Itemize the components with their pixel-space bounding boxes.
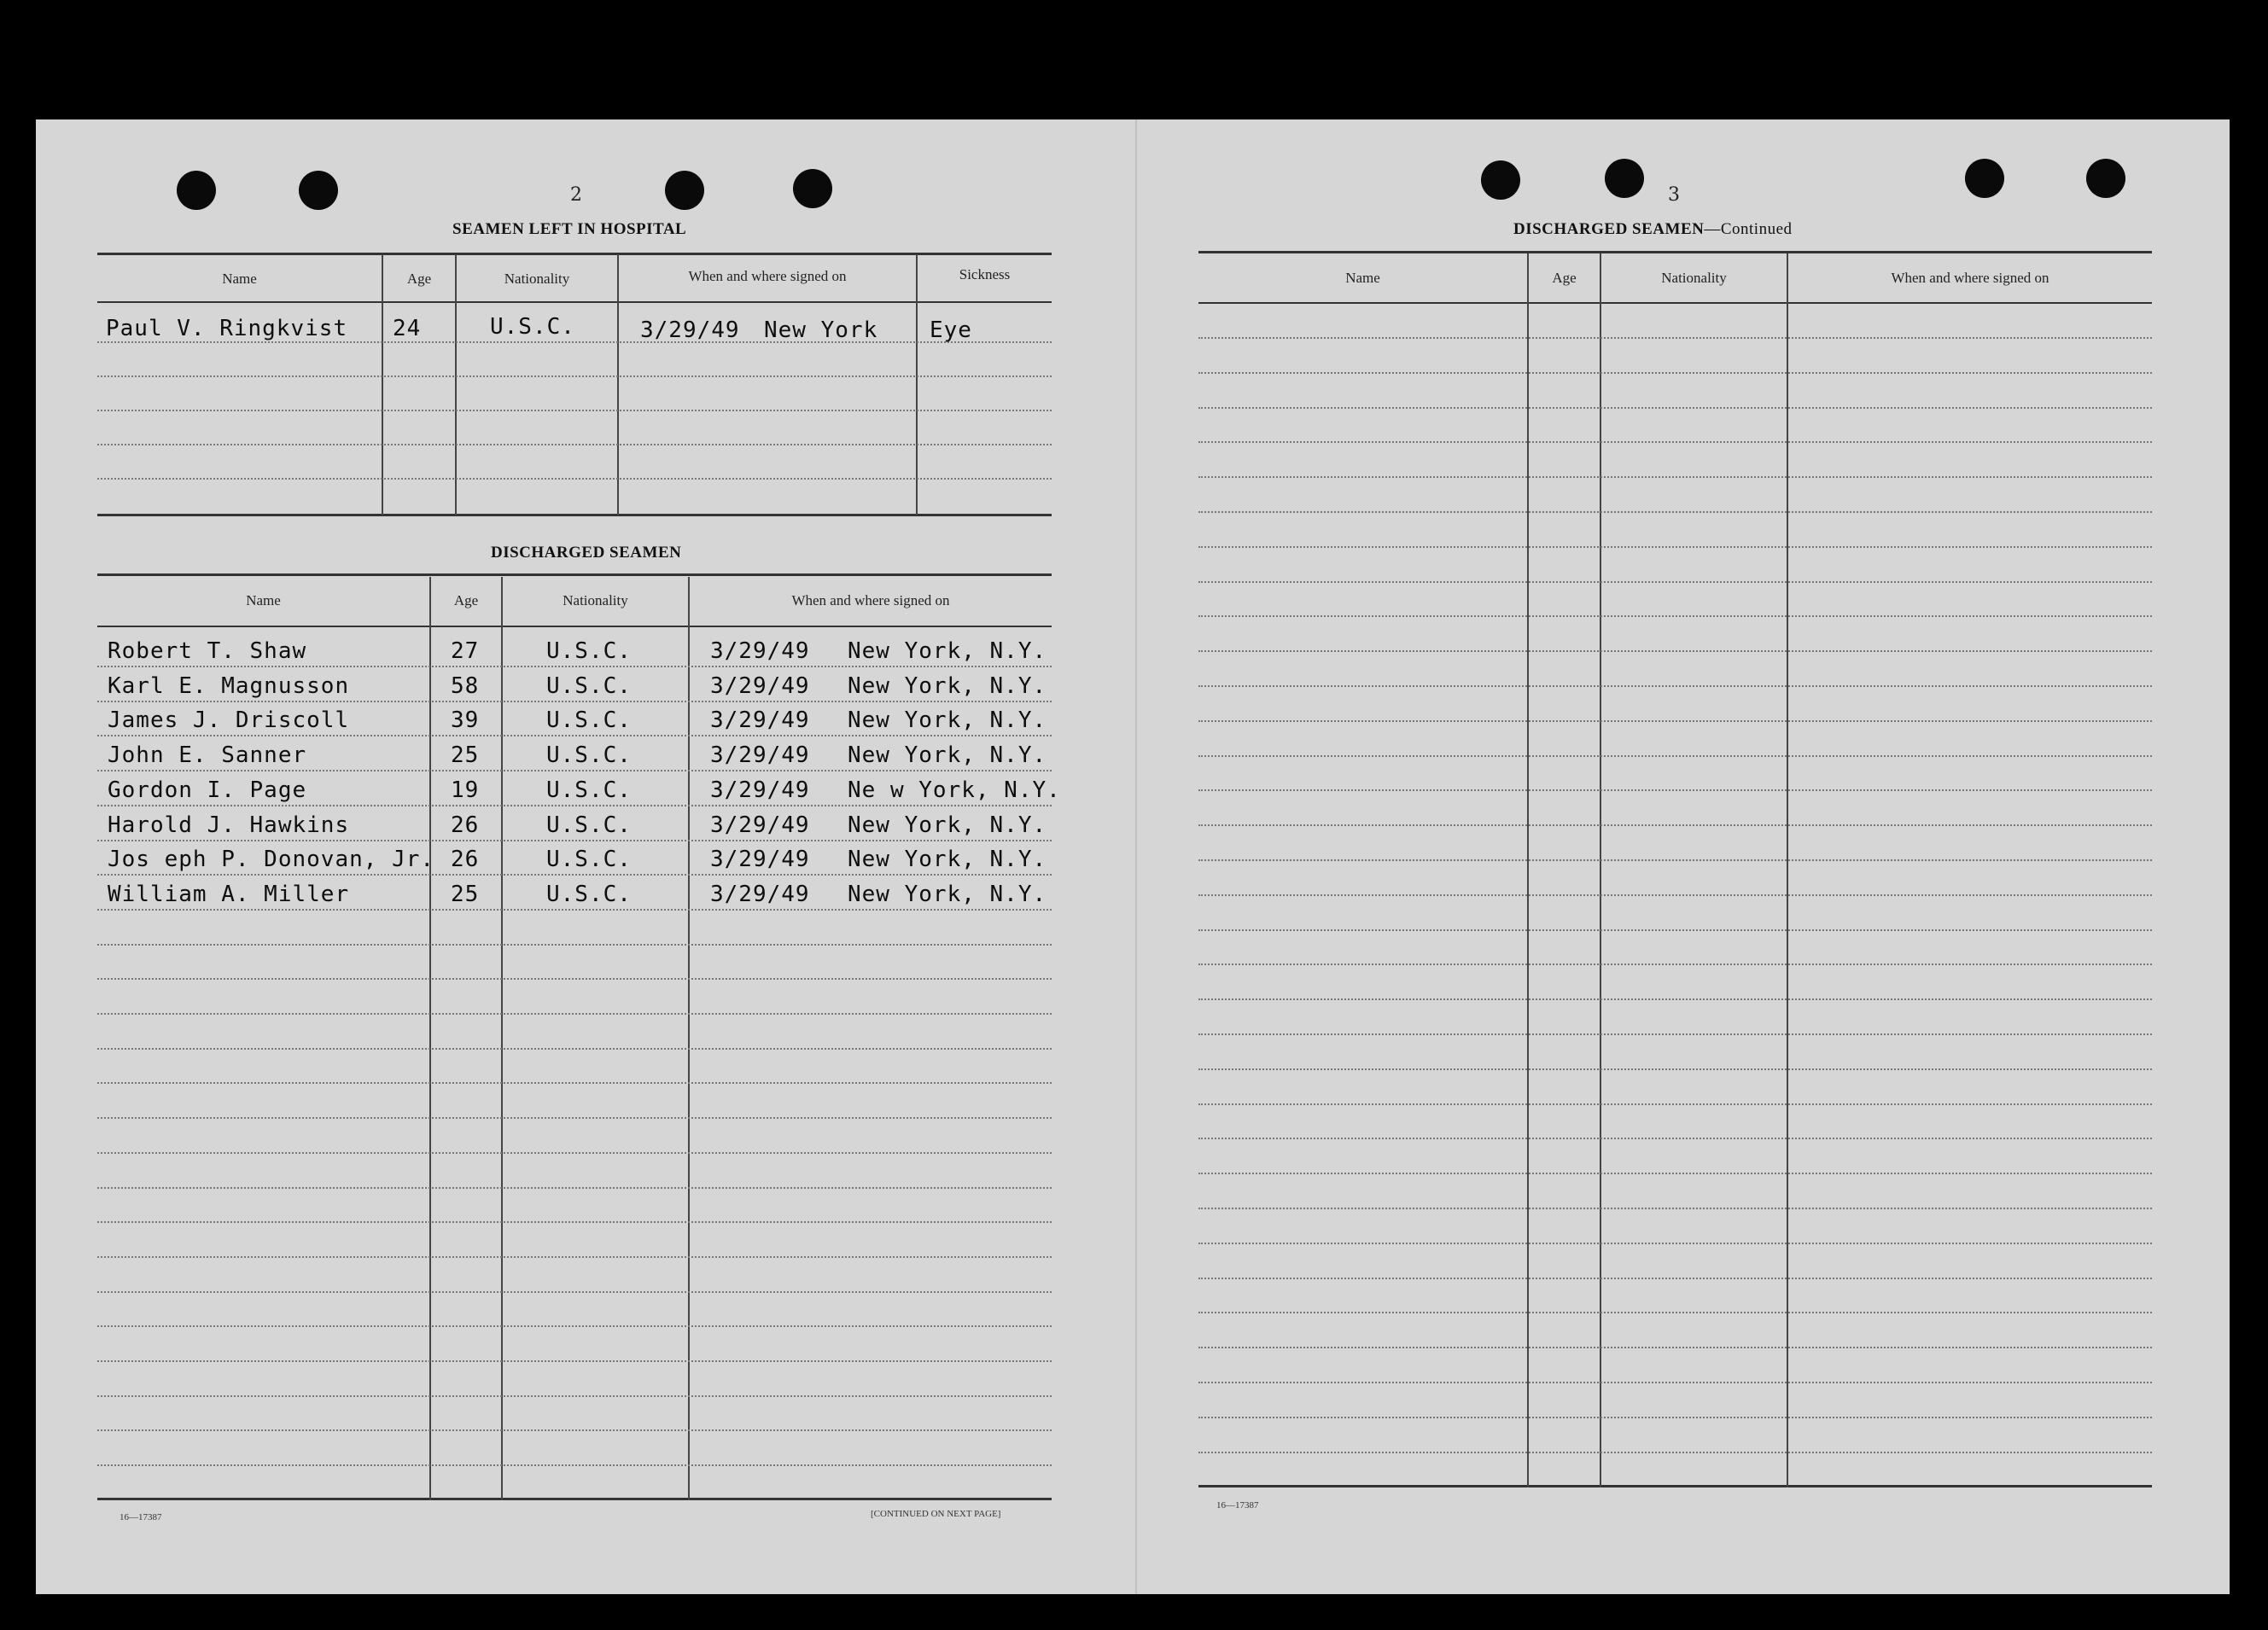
discharged-row-place: Ne w York, N.Y.	[848, 777, 1061, 803]
ruled-line	[1198, 1417, 2152, 1418]
column-divider	[617, 254, 619, 515]
ruled-line	[97, 1117, 1052, 1119]
ruled-line	[1198, 1033, 2152, 1035]
discharged-row-name: Jos eph P. Donovan, Jr.	[108, 847, 435, 872]
ruled-line	[97, 840, 1052, 841]
discharged-row-place: New York, N.Y.	[848, 638, 1047, 664]
ruled-line	[97, 978, 1052, 980]
column-divider	[1787, 253, 1788, 1487]
hospital-row-date: 3/29/49	[640, 317, 740, 343]
discharged-row-place: New York, N.Y.	[848, 707, 1047, 733]
ruled-line	[97, 478, 1052, 480]
discharged-row-name: William A. Miller	[108, 882, 350, 907]
ruled-line	[1198, 441, 2152, 443]
ruled-line	[97, 701, 1052, 702]
discharged-row-age: 19	[451, 777, 480, 803]
ruled-line	[1198, 650, 2152, 652]
discharged-row-place: New York, N.Y.	[848, 673, 1047, 699]
column-divider	[1527, 253, 1529, 1487]
ruled-line	[1198, 1243, 2152, 1244]
ruled-line	[97, 1464, 1052, 1466]
ruled-line	[97, 1221, 1052, 1223]
ruled-line	[1198, 372, 2152, 374]
discharged-bottom-rule	[97, 1498, 1052, 1500]
discharged-row-age: 39	[451, 707, 480, 733]
ruled-line	[1198, 1173, 2152, 1174]
ruled-line	[97, 1152, 1052, 1154]
punch-hole	[177, 171, 216, 210]
discharged-row-date: 3/29/49	[710, 742, 810, 768]
hospital-row-age: 24	[393, 316, 422, 341]
discharged-row-date: 3/29/49	[710, 673, 810, 699]
hospital-row-sickness: Eye	[930, 317, 972, 343]
hospital-col-signed: When and where signed on	[688, 268, 847, 284]
ruled-line	[1198, 615, 2152, 617]
discharged-row-place: New York, N.Y.	[848, 882, 1047, 907]
discharged-row-age: 25	[451, 742, 480, 768]
ruled-line	[1198, 511, 2152, 513]
hospital-section-title: SEAMEN LEFT IN HOSPITAL	[452, 220, 687, 238]
column-divider	[916, 254, 918, 515]
discharged-row-nationality: U.S.C.	[546, 638, 632, 664]
punch-hole	[299, 171, 338, 210]
discharged-row-nationality: U.S.C.	[546, 847, 632, 872]
discharged-row-age: 25	[451, 882, 480, 907]
discharged-row-date: 3/29/49	[710, 882, 810, 907]
punch-hole	[2086, 159, 2125, 198]
right-header-rule	[1198, 302, 2152, 304]
right-top-rule	[1198, 251, 2152, 253]
ruled-line	[1198, 755, 2152, 757]
hospital-row-place: New York	[764, 317, 878, 343]
discharged-row-age: 26	[451, 812, 480, 838]
page-fold	[1135, 119, 1137, 1594]
ruled-line	[1198, 476, 2152, 478]
discharged-row-name: James J. Driscoll	[108, 707, 350, 733]
ruled-line	[1198, 789, 2152, 791]
discharged-row-nationality: U.S.C.	[546, 882, 632, 907]
ruled-line	[1198, 1138, 2152, 1139]
ruled-line	[1198, 859, 2152, 861]
ruled-line	[1198, 1068, 2152, 1070]
column-divider	[1600, 253, 1601, 1487]
right-col-nationality: Nationality	[1661, 270, 1727, 286]
ruled-line	[97, 874, 1052, 876]
ruled-line	[1198, 337, 2152, 339]
ruled-line	[97, 770, 1052, 771]
discharged-header-rule	[97, 626, 1052, 627]
discharged-row-date: 3/29/49	[710, 638, 810, 664]
ruled-line	[1198, 894, 2152, 896]
right-col-age: Age	[1552, 270, 1577, 286]
ruled-line	[97, 666, 1052, 667]
column-divider	[455, 254, 457, 515]
discharged-row-place: New York, N.Y.	[848, 847, 1047, 872]
ruled-line	[1198, 1347, 2152, 1348]
discharged-row-nationality: U.S.C.	[546, 673, 632, 699]
ruled-line	[97, 1048, 1052, 1050]
left-form-number: 16—17387	[120, 1512, 162, 1522]
ruled-line	[97, 1256, 1052, 1258]
ruled-line	[97, 805, 1052, 806]
hospital-col-nationality: Nationality	[504, 271, 570, 287]
discharged-row-age: 26	[451, 847, 480, 872]
ruled-line	[1198, 1208, 2152, 1209]
right-bottom-rule	[1198, 1485, 2152, 1487]
ruled-line	[97, 1291, 1052, 1293]
ruled-line	[1198, 720, 2152, 722]
ruled-line	[97, 1082, 1052, 1084]
ruled-line	[1198, 1382, 2152, 1383]
ruled-line	[97, 909, 1052, 911]
discharged-col-nationality: Nationality	[563, 592, 628, 608]
discharged-row-date: 3/29/49	[710, 847, 810, 872]
ruled-line	[97, 444, 1052, 445]
ruled-line	[97, 1187, 1052, 1189]
ruled-line	[97, 410, 1052, 411]
discharged-row-nationality: U.S.C.	[546, 707, 632, 733]
hospital-col-age: Age	[406, 271, 432, 287]
discharged-row-nationality: U.S.C.	[546, 742, 632, 768]
hospital-header-rule	[97, 301, 1052, 303]
left-page-number: 2	[570, 184, 582, 206]
ruled-line	[1198, 1452, 2152, 1453]
continued-note: [CONTINUED ON NEXT PAGE]	[871, 1509, 1001, 1519]
hospital-bottom-rule	[97, 514, 1052, 516]
ruled-line	[1198, 929, 2152, 931]
discharged-row-date: 3/29/49	[710, 812, 810, 838]
punch-hole	[793, 169, 832, 208]
hospital-row-name: Paul V. Ringkvist	[106, 316, 348, 341]
right-col-signed: When and where signed on	[1891, 270, 2049, 286]
ruled-line	[97, 1395, 1052, 1397]
ruled-line	[97, 1360, 1052, 1362]
discharged-row-date: 3/29/49	[710, 777, 810, 803]
punch-hole	[665, 171, 704, 210]
right-col-name: Name	[1345, 270, 1380, 286]
discharged-col-signed: When and where signed on	[791, 592, 950, 608]
discharged-top-rule	[97, 573, 1052, 576]
discharged-row-place: New York, N.Y.	[848, 812, 1047, 838]
punch-hole	[1965, 159, 2004, 198]
ruled-line	[1198, 407, 2152, 409]
ruled-line	[97, 1013, 1052, 1015]
ruled-line	[1198, 998, 2152, 1000]
discharged-row-name: Robert T. Shaw	[108, 638, 307, 664]
hospital-col-name: Name	[222, 271, 257, 287]
discharged-row-age: 27	[451, 638, 480, 664]
ruled-line	[1198, 1278, 2152, 1279]
discharged-row-nationality: U.S.C.	[546, 777, 632, 803]
ruled-line	[1198, 1312, 2152, 1313]
column-divider	[382, 254, 383, 515]
ruled-line	[97, 375, 1052, 377]
discharged-row-name: Harold J. Hawkins	[108, 812, 350, 838]
discharged-row-age: 58	[451, 673, 480, 699]
ruled-line	[97, 1429, 1052, 1431]
right-page-number: 3	[1668, 184, 1680, 206]
ruled-line	[1198, 581, 2152, 583]
ruled-line	[1198, 824, 2152, 826]
ruled-line	[97, 1325, 1052, 1327]
discharged-section-title: DISCHARGED SEAMEN	[491, 544, 682, 562]
punch-hole	[1605, 159, 1644, 198]
ruled-line	[1198, 546, 2152, 548]
ruled-line	[97, 735, 1052, 736]
discharged-row-date: 3/29/49	[710, 707, 810, 733]
hospital-col-sickness: Sickness	[959, 266, 1011, 282]
discharged-col-name: Name	[246, 592, 281, 608]
discharged-col-age: Age	[453, 592, 479, 608]
discharged-row-place: New York, N.Y.	[848, 742, 1047, 768]
right-section-title	[1513, 220, 1793, 239]
ruled-line	[1198, 1103, 2152, 1105]
punch-hole	[1481, 160, 1520, 200]
ruled-line	[97, 341, 1052, 343]
discharged-row-nationality: U.S.C.	[546, 812, 632, 838]
right-title-main: DISCHARGED SEAMEN	[1513, 220, 1705, 238]
right-title-suffix: —Continued	[1704, 220, 1793, 238]
discharged-row-name: Gordon I. Page	[108, 777, 307, 803]
ruled-line	[97, 944, 1052, 946]
ruled-line	[1198, 963, 2152, 965]
discharged-row-name: John E. Sanner	[108, 742, 307, 768]
hospital-top-rule	[97, 253, 1052, 255]
discharged-row-name: Karl E. Magnusson	[108, 673, 350, 699]
ruled-line	[1198, 685, 2152, 687]
right-form-number: 16—17387	[1216, 1500, 1259, 1511]
hospital-row-nationality: U.S.C.	[490, 314, 575, 340]
